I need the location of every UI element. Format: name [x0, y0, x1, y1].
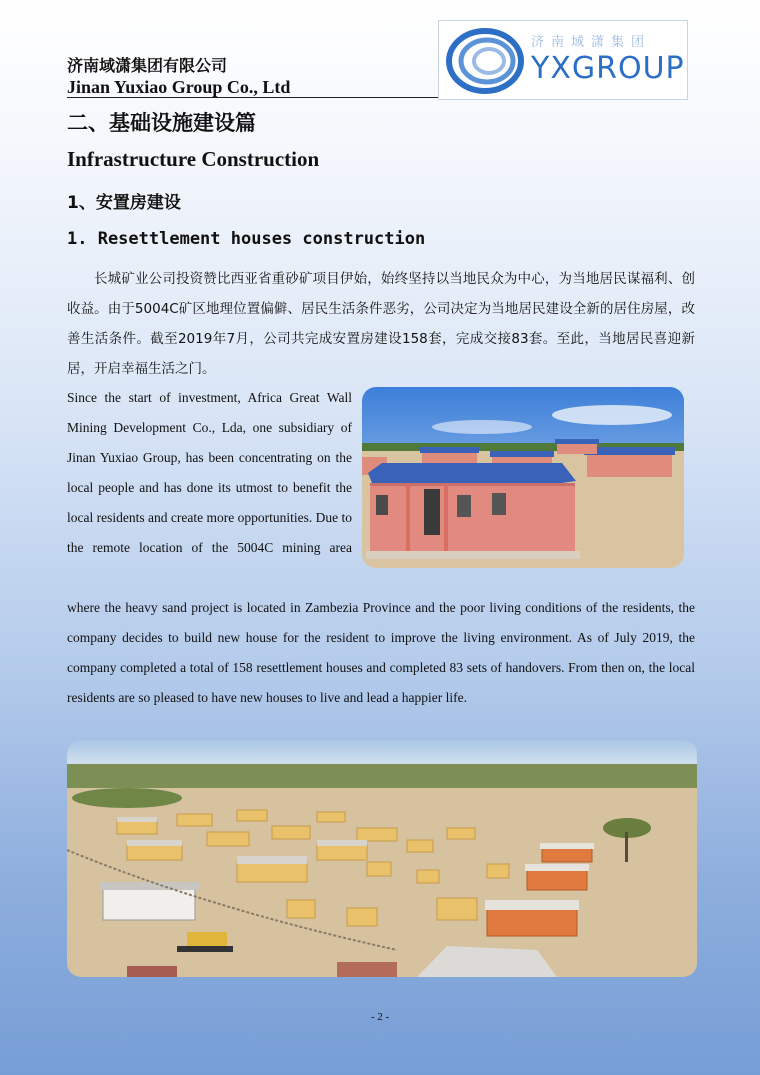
company-name-cn: 济南域潇集团有限公司 — [67, 56, 228, 75]
section-title-en: Infrastructure Construction — [67, 147, 320, 171]
subsection-title-en: 1. Resettlement houses construction — [67, 229, 426, 249]
paragraph-en-part1: Since the start of investment, Africa Great Wall Mining Development Co., Lda, one subsidiary of Jinan Yuxiao Group, has been concentrating on the local people and has done its utmost to benefit the local residents and create more opportunities. Due to the remote location of the 5004C mining area — [67, 390, 352, 555]
resettlement-house-photo — [362, 387, 684, 568]
company-name-en: Jinan Yuxiao Group Co., Ltd — [67, 77, 291, 97]
logo-text-en: YXGROUP — [531, 51, 685, 86]
logo-swirl-icon — [443, 25, 531, 95]
page-number: - 2 - — [370, 1011, 390, 1023]
paragraph-en-part2: where the heavy sand project is located in Zambezia Province and the poor living conditions of the residents, the company decides to build new house for the resident to improve the living environment. As of July 2019, the company completed a total of 158 resettlement houses and completed 83 sets of handovers. From then on, the local residents are so pleased to have new houses to live and lead a happier life. — [67, 600, 695, 705]
header-divider — [67, 97, 442, 98]
section-title-cn: 二、基础设施建设篇 — [67, 111, 256, 135]
subsection-title-cn: 1、安置房建设 — [67, 193, 181, 213]
company-logo — [438, 20, 688, 100]
settlement-aerial-photo — [67, 740, 697, 977]
paragraph-cn: 长城矿业公司投资赞比西亚省重砂矿项目伊始，始终坚持以当地民众为中心，为当地居民谋福利、创收益。由于5004C矿区地理位置偏僻、居民生活条件恶劣，公司决定为当地居民建设全新的居住房屋，改善生活条件。截至2019年7月，公司共完成安置房建设158套，完成交接83套。至此，当地居民喜迎新居，开启幸福生活之门。 — [67, 271, 695, 377]
logo-text-cn: 济南域潇集团 — [531, 35, 652, 50]
